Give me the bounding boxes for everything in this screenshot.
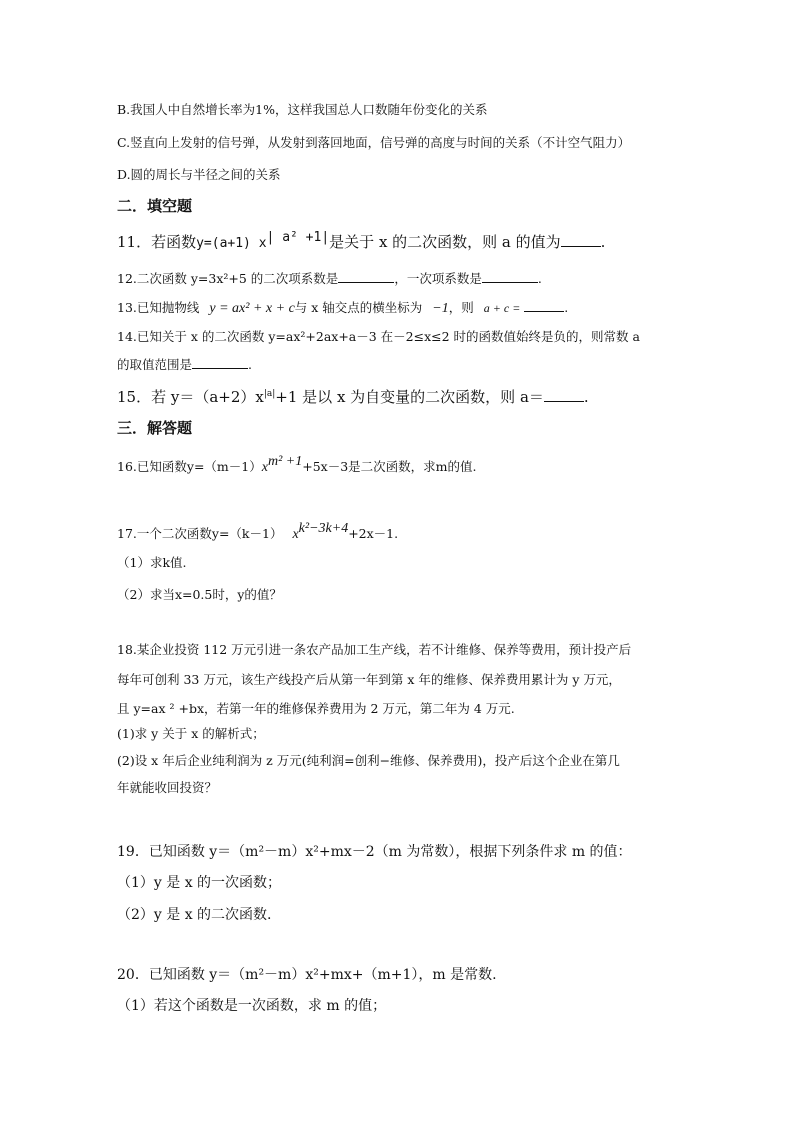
q15-pre: 15．若 y＝（a+2）x [117, 388, 264, 406]
q11-end: . [600, 233, 606, 251]
q15-exp: |a| [263, 389, 276, 399]
question-19-line-3: （2）y 是 x 的二次函数. [117, 907, 272, 923]
question-11 [117, 232, 605, 254]
q11-answer-blank[interactable] [561, 232, 601, 247]
question-20-line-1: 20．已知函数 y＝（m²－m）x²+mx+（m+1），m 是常数. [117, 967, 497, 983]
question-16 [117, 454, 477, 478]
question-19-line-1: 19．已知函数 y＝（m²－m）x²+mx－2（m 为常数），根据下列条件求 m 的值： [117, 844, 632, 860]
q15-answer-blank[interactable] [544, 387, 584, 402]
q13-mid2: ，则 [448, 300, 474, 315]
question-20-line-2: （1）若这个函数是一次函数，求 m 的值； [117, 998, 387, 1014]
q13-expr2: a + c = [483, 301, 521, 315]
question-14-line-2 [117, 354, 252, 375]
q11-pre: 11．若函数 [117, 233, 197, 251]
q15-end: . [583, 388, 589, 406]
q12-answer-blank-2[interactable] [482, 268, 538, 283]
q15-post: +1 是以 x 为自变量的二次函数，则 a＝ [275, 388, 544, 406]
question-14-line-1: 14.已知关于 x 的二次函数 y=ax²+2ax+a－3 在－2≤x≤2 时的函数值始终是负的，则常数 a [117, 329, 640, 344]
question-13 [117, 297, 568, 319]
question-17-part-1: （1）求k值. [117, 555, 187, 570]
question-17-part-2: （2）求当x=0.5时，y的值？ [117, 587, 282, 602]
option-d: D.圆的周长与半径之间的关系 [117, 167, 281, 182]
q16-pre: 16.已知函数y=（m－1） [117, 459, 262, 474]
q16-post: +5x－3是二次函数，求m的值. [302, 459, 477, 474]
q12-end: . [537, 271, 542, 286]
q16-base: x [261, 460, 268, 475]
q13-end: . [564, 300, 569, 315]
question-15 [117, 387, 589, 407]
q17-exp: k²−3k+4 [298, 521, 349, 536]
q17-base: x [292, 527, 299, 542]
q13-answer-blank[interactable] [524, 297, 564, 312]
q14-answer-blank[interactable] [192, 354, 248, 369]
section-solve-heading: 三．解答题 [117, 419, 193, 437]
question-18-line-6: 年就能收回投资？ [117, 780, 218, 795]
q11-expr-exp: | a² +1| [266, 230, 330, 245]
q12-pre: 12.二次函数 y=3x²+5 的二次项系数是 [117, 271, 339, 286]
q16-exp: m² +1 [267, 454, 303, 469]
q17-pre: 17.一个二次函数y=（k－1） [117, 526, 283, 541]
question-18-line-3: 且 y=ax ² +bx，若第一年的维修保养费用为 2 万元，第二年为 4 万元. [117, 701, 515, 716]
option-c: C.竖直向上发射的信号弹，从发射到落回地面，信号弹的高度与时间的关系（不计空气阻力） [117, 135, 631, 150]
q12-answer-blank-1[interactable] [338, 268, 394, 283]
question-17 [117, 521, 399, 545]
q11-expr-base: y=(a+1) x [196, 236, 267, 251]
q13-val: −1 [432, 301, 449, 316]
question-12 [117, 268, 542, 289]
q13-expr: y = ax² + x + c [209, 301, 295, 316]
q13-mid: 与 x 轴交点的横坐标为 [294, 300, 423, 315]
q12-mid: ，一次项系数是 [394, 271, 482, 286]
question-18-line-5: (2)设 x 年后企业纯利润为 z 万元(纯利润=创利−维修、保养费用)，投产后这个企业在第几 [117, 753, 620, 768]
q14-line2-pre: 的取值范围是 [117, 357, 193, 372]
q11-post: 是关于 x 的二次函数，则 a 的值为 [329, 233, 561, 251]
question-18-line-2: 每年可创利 33 万元，该生产线投产后从第一年到第 x 年的维修、保养费用累计为 y 万元， [117, 672, 621, 687]
question-18-line-1: 18.某企业投资 112 万元引进一条农产品加工生产线，若不计维修、保养等费用，预计投产后 [117, 642, 632, 657]
q13-pre: 13.已知抛物线 [117, 300, 200, 315]
option-b: B.我国人中自然增长率为1%，这样我国总人口数随年份变化的关系 [117, 102, 488, 117]
section-fill-heading: 二．填空题 [117, 197, 193, 215]
question-19-line-2: （1）y 是 x 的一次函数； [117, 875, 282, 891]
q14-end: . [248, 357, 252, 372]
question-18-line-4: (1)求 y 关于 x 的解析式； [117, 726, 265, 741]
q17-post: +2x－1. [348, 526, 399, 541]
